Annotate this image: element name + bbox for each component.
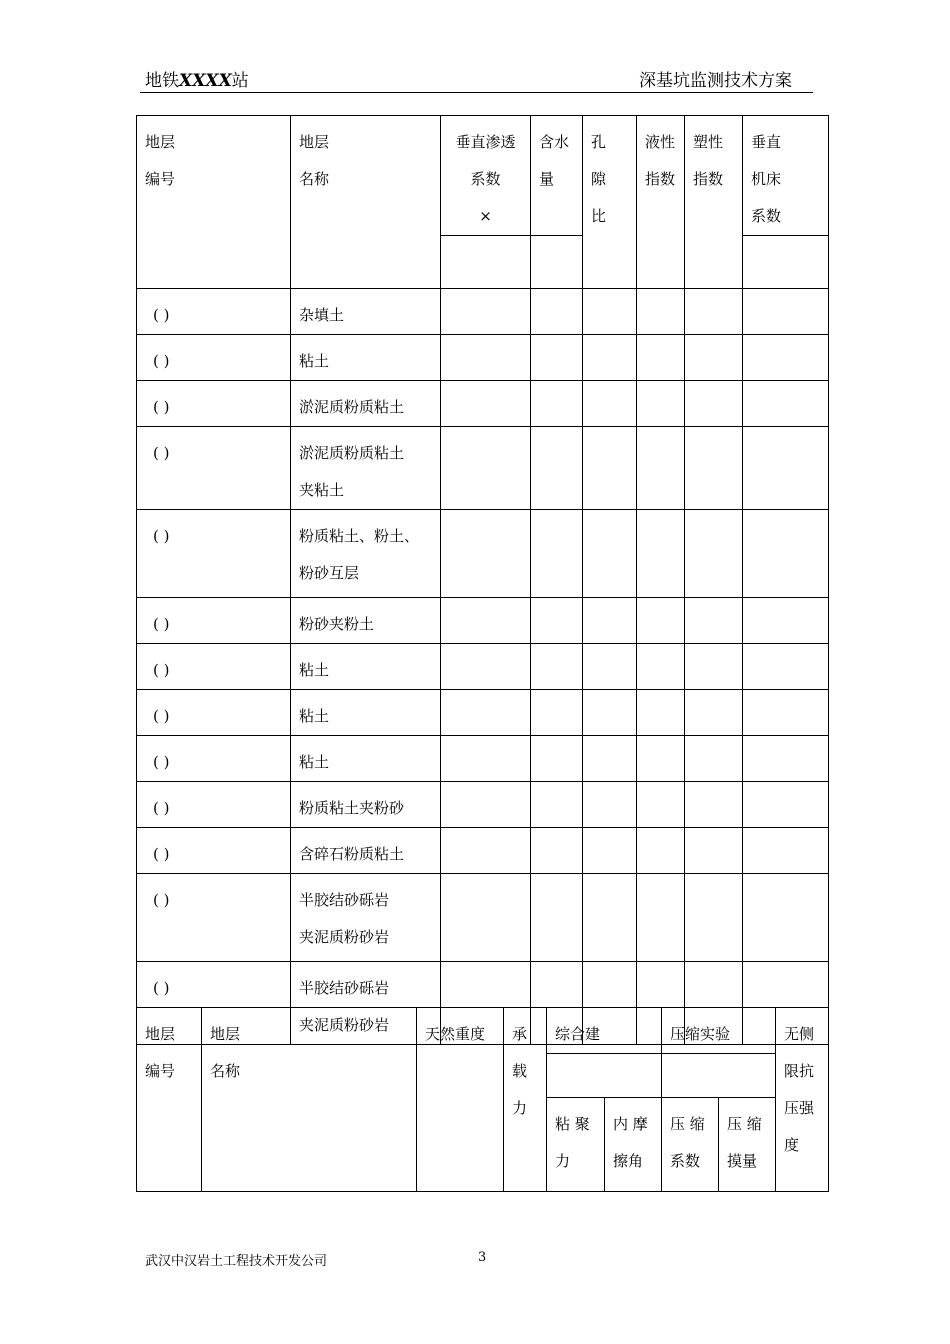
th2-compression-coef: 压 缩 系数: [662, 1098, 719, 1192]
th2-compression-modulus: 压 缩 摸量: [719, 1098, 776, 1192]
empty-value-cell: [531, 736, 583, 782]
stratum-code: ( ): [153, 527, 170, 545]
empty-value-cell: [743, 381, 829, 427]
empty-value-cell: [531, 874, 583, 962]
stratum-name: 粘土: [299, 753, 330, 771]
empty-value-cell: [743, 782, 829, 828]
th2-stratum-code: 地层 编号: [137, 1008, 202, 1192]
stratum-name-cell: [291, 828, 441, 874]
stratum-code-cell: [137, 427, 291, 510]
empty-value-cell: [583, 510, 637, 598]
stratum-name: 淤泥质粉质粘土 夹粘土: [299, 444, 405, 499]
empty-value-cell: [531, 427, 583, 510]
stratum-name: 粘土: [299, 707, 330, 725]
empty-value-cell: [441, 828, 531, 874]
stratum-name-cell: [291, 782, 441, 828]
soil-table-body: [137, 289, 829, 1045]
empty-value-cell: [583, 782, 637, 828]
stratum-name-cell: [291, 690, 441, 736]
empty-value-cell: [583, 427, 637, 510]
stratum-code: ( ): [153, 799, 170, 817]
page-number: 3: [478, 1250, 487, 1265]
th-void-ratio: 孔 隙 比: [583, 116, 637, 289]
empty-value-cell: [637, 381, 685, 427]
table-row: [137, 644, 829, 690]
header-rule: [140, 92, 813, 93]
empty-value-cell: [531, 828, 583, 874]
stratum-name: 半胶结砂砾岩 夹泥质粉砂岩: [299, 891, 390, 946]
th-stratum-name: 地层 名称: [291, 116, 441, 289]
table-row: [137, 736, 829, 782]
th-liquidity-index: 液性 指数: [637, 116, 685, 289]
stratum-name-cell: [291, 874, 441, 962]
empty-value-cell: [637, 289, 685, 335]
stratum-code: ( ): [153, 352, 170, 370]
table-row: [137, 427, 829, 510]
stratum-name: 粉质粘土夹粉砂: [299, 799, 405, 817]
empty-value-cell: [685, 381, 743, 427]
th-water-unit-cell: [531, 236, 583, 289]
table-row: [137, 381, 829, 427]
table-row: [137, 510, 829, 598]
empty-value-cell: [583, 874, 637, 962]
stratum-code-cell: [137, 289, 291, 335]
stratum-code-cell: [137, 598, 291, 644]
empty-value-cell: [743, 510, 829, 598]
stratum-code-cell: [137, 335, 291, 381]
th-vertical-bed-coef: 垂直 机床 系数: [743, 116, 829, 236]
stratum-name-cell: [291, 598, 441, 644]
empty-value-cell: [743, 427, 829, 510]
empty-value-cell: [441, 644, 531, 690]
header-project: 地铁XXXX站: [145, 71, 249, 91]
th2-bearing-capacity: 承 载 力: [504, 1008, 547, 1192]
empty-value-cell: [531, 598, 583, 644]
empty-value-cell: [441, 874, 531, 962]
empty-value-cell: [583, 736, 637, 782]
th-water-content: 含水 量: [531, 116, 583, 236]
th2-shear-test: 综合建: [547, 1008, 662, 1054]
soil-properties-table: [136, 115, 829, 1045]
empty-value-cell: [531, 381, 583, 427]
stratum-code: ( ): [153, 661, 170, 679]
empty-value-cell: [685, 289, 743, 335]
empty-value-cell: [743, 874, 829, 962]
empty-value-cell: [743, 690, 829, 736]
table-row: [137, 782, 829, 828]
stratum-name-cell: [291, 427, 441, 510]
empty-value-cell: [531, 510, 583, 598]
empty-value-cell: [637, 736, 685, 782]
header-document-title: 深基坑监测技术方案: [639, 71, 792, 91]
empty-value-cell: [583, 289, 637, 335]
stratum-name: 含碎石粉质粘土: [299, 845, 405, 863]
stratum-code: ( ): [153, 891, 170, 909]
th2-compression-test: 压缩实验: [662, 1008, 776, 1054]
stratum-name-cell: [291, 644, 441, 690]
table-row: [137, 828, 829, 874]
stratum-code: ( ): [153, 707, 170, 725]
th2-shear-blank: [547, 1054, 662, 1098]
table-row: [137, 335, 829, 381]
stratum-code: ( ): [153, 306, 170, 324]
stratum-name: 杂填土: [299, 306, 345, 324]
stratum-name-cell: [291, 289, 441, 335]
empty-value-cell: [685, 828, 743, 874]
stratum-name: 粘土: [299, 352, 330, 370]
empty-value-cell: [583, 828, 637, 874]
mechanical-properties-table: [136, 1007, 829, 1192]
th2-unit-weight: 天然重度: [417, 1008, 504, 1192]
th-bed-unit-cell: [743, 236, 829, 289]
stratum-code-cell: [137, 690, 291, 736]
empty-value-cell: [441, 736, 531, 782]
stratum-name: 淤泥质粉质粘土: [299, 398, 405, 416]
empty-value-cell: [637, 335, 685, 381]
stratum-name-cell: [291, 510, 441, 598]
stratum-name: 粉砂夹粉土: [299, 615, 375, 633]
empty-value-cell: [441, 289, 531, 335]
empty-value-cell: [583, 644, 637, 690]
th-stratum-code: 地层 编号: [137, 116, 291, 289]
th-plasticity-index: 塑性 指数: [685, 116, 743, 289]
empty-value-cell: [685, 690, 743, 736]
th2-friction-angle: 内 摩 擦角: [605, 1098, 662, 1192]
empty-value-cell: [743, 335, 829, 381]
empty-value-cell: [441, 335, 531, 381]
empty-value-cell: [637, 427, 685, 510]
empty-value-cell: [441, 510, 531, 598]
stratum-code-cell: [137, 828, 291, 874]
empty-value-cell: [441, 598, 531, 644]
empty-value-cell: [637, 510, 685, 598]
empty-value-cell: [637, 644, 685, 690]
stratum-code-cell: [137, 782, 291, 828]
empty-value-cell: [685, 736, 743, 782]
th-vertical-permeability: 垂直渗透 系数 ×: [441, 116, 531, 236]
empty-value-cell: [685, 427, 743, 510]
empty-value-cell: [743, 598, 829, 644]
empty-value-cell: [685, 510, 743, 598]
stratum-code-cell: [137, 874, 291, 962]
empty-value-cell: [441, 427, 531, 510]
empty-value-cell: [583, 335, 637, 381]
empty-value-cell: [685, 644, 743, 690]
th2-unconfined-strength: 无侧 限抗 压强 度: [776, 1008, 829, 1192]
footer-company: 武汉中汉岩土工程技术开发公司: [145, 1254, 328, 1269]
empty-value-cell: [531, 289, 583, 335]
table-row: [137, 289, 829, 335]
stratum-code: ( ): [153, 398, 170, 416]
stratum-name: 粘土: [299, 661, 330, 679]
stratum-code-cell: [137, 644, 291, 690]
th2-compress-blank: [662, 1054, 776, 1098]
empty-value-cell: [743, 644, 829, 690]
empty-value-cell: [441, 690, 531, 736]
stratum-name-cell: [291, 736, 441, 782]
empty-value-cell: [685, 598, 743, 644]
stratum-code-cell: [137, 381, 291, 427]
empty-value-cell: [637, 828, 685, 874]
empty-value-cell: [531, 644, 583, 690]
empty-value-cell: [637, 598, 685, 644]
stratum-code: ( ): [153, 615, 170, 633]
stratum-code-cell: [137, 510, 291, 598]
empty-value-cell: [531, 690, 583, 736]
stratum-code: ( ): [153, 845, 170, 863]
stratum-code: ( ): [153, 979, 170, 997]
empty-value-cell: [441, 782, 531, 828]
table-row: [137, 598, 829, 644]
empty-value-cell: [685, 874, 743, 962]
empty-value-cell: [637, 874, 685, 962]
stratum-code: ( ): [153, 753, 170, 771]
th2-cohesion: 粘 聚 力: [547, 1098, 605, 1192]
empty-value-cell: [685, 782, 743, 828]
table-row: [137, 874, 829, 962]
empty-value-cell: [743, 289, 829, 335]
empty-value-cell: [441, 381, 531, 427]
stratum-code-cell: [137, 736, 291, 782]
th-perm-unit-cell: [441, 236, 531, 289]
stratum-name: 粉质粘土、粉土、 粉砂互层: [299, 527, 420, 582]
empty-value-cell: [743, 828, 829, 874]
stratum-code: ( ): [153, 444, 170, 462]
empty-value-cell: [685, 335, 743, 381]
stratum-name-cell: [291, 335, 441, 381]
empty-value-cell: [637, 782, 685, 828]
empty-value-cell: [583, 598, 637, 644]
stratum-name-cell: [291, 381, 441, 427]
empty-value-cell: [583, 690, 637, 736]
empty-value-cell: [583, 381, 637, 427]
empty-value-cell: [743, 736, 829, 782]
empty-value-cell: [637, 690, 685, 736]
stratum-name: 半胶结砂砾岩 夹泥质粉砂岩: [299, 979, 390, 1034]
empty-value-cell: [531, 335, 583, 381]
table-row: [137, 690, 829, 736]
empty-value-cell: [531, 782, 583, 828]
th2-stratum-name: 地层 名称: [202, 1008, 417, 1192]
